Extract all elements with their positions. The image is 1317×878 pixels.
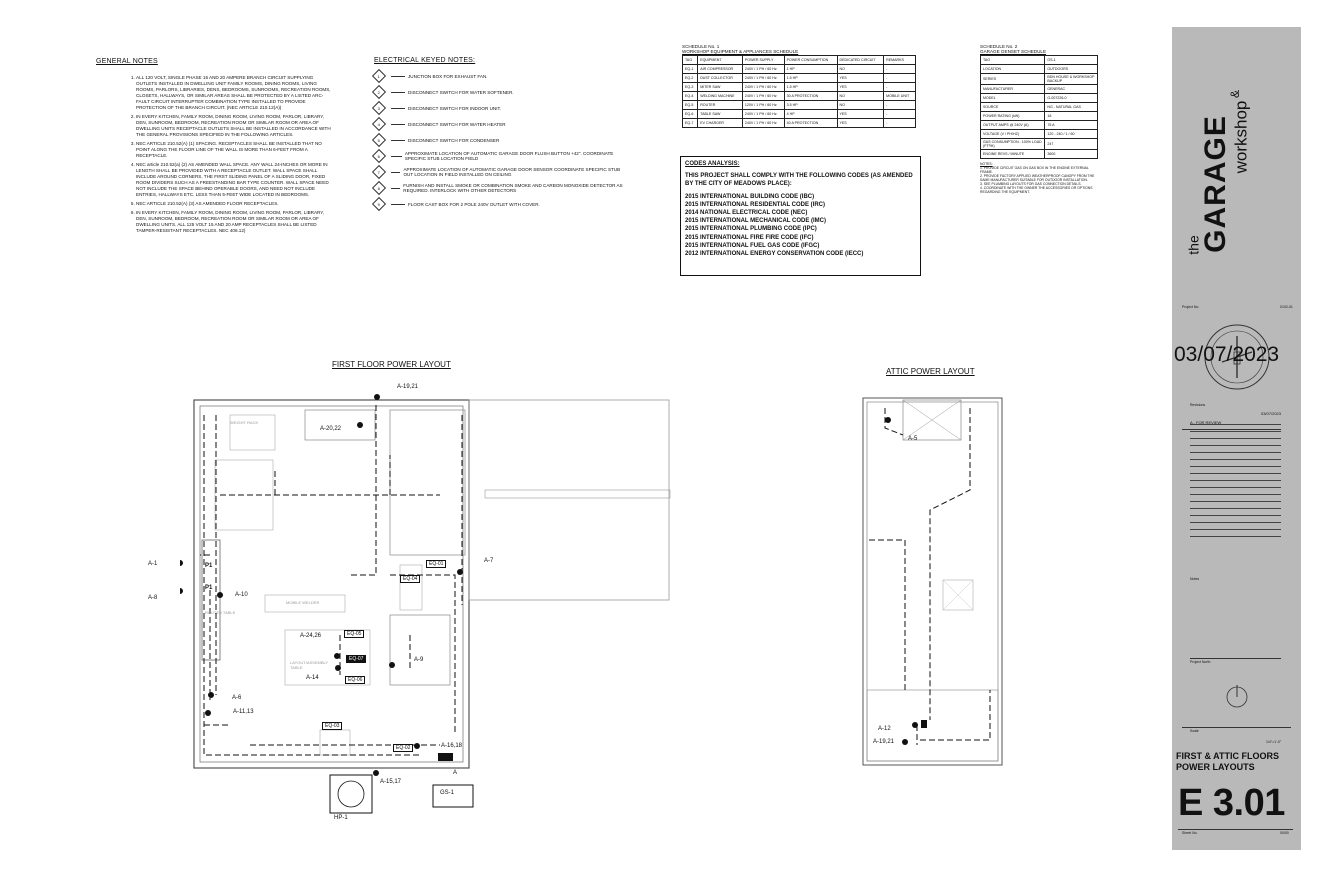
revisions-label: Revisions — [1190, 403, 1206, 407]
keyed-note-marker: 7 — [372, 165, 386, 179]
keyed-notes-title: ELECTRICAL KEYED NOTES: — [374, 57, 476, 64]
table-row: SERIES BDN HOUSE & WORKSHOP BACKUP — [981, 74, 1098, 85]
circuit-label: A-19,21 — [873, 739, 895, 745]
keyed-note-text: APPROXIMATE LOCATION OF AUTOMATIC GARAGE DOOR SENSOR COORDINATE SPECIFIC STUB OUT LOCATION IN FIELD INSTALLED ON CEILING — [403, 167, 621, 177]
table-row: ENGINE REVS / MINUTE 3600 — [981, 150, 1098, 159]
general-note: 4. NEC article 210.52(a) (2) AS AMENDED WALL SPACE. ANY WALL 24-INCHES OR MORE IN LENGTH SHALL BE PROVIDED WITH A RECEPTACLE OUTLET. WALL SPACE SHALL INCLUDE AROUND CORNERS, THE FIRST SLIDING PANEL OF A SLIDING DOOR, FIXED ROOM DIVIDERS SUCH AS A FREESTANDING BAR TYPE COUNTER. WALL SPACE NEED NOT INCLUDE THE SPACE BEHIND OPERABLE DOORS, AND NEED NOT INCLUDE ENTRIES, HALLWAYS ETC. LESS THAN 5-FEET WIDE LOCATED IN BEDROOMS. — [136, 162, 331, 198]
circuit-label: A-9 — [414, 657, 424, 663]
keyed-note-marker: 9 — [372, 197, 386, 211]
general-note: 2. IN EVERY KITCHEN, FAMILY ROOM, DINING ROOM, LIVING ROOM, PARLOR, LIBRARY, DEN, SUNROOM, BEDROOM, RECREATION ROOM OR SIMILAR ROOM OR AREA OF DWELLING UNITS RECEPTACLE OUTLETS SHALL BE INSTALLED IN ACCORDANCE WITH THE GENERAL PROVISIONS SPECIFIED IN THE FOLLOWING ARTICLES. — [136, 114, 331, 138]
table-row: EQ-4 WELDING MACHINE 240V / 1 PH / 60 Hz 30 A PROTECTION NO MOBILE UNIT — [683, 92, 916, 101]
project-no: 0102-01 — [1280, 305, 1293, 309]
circuit-label: A-11,13 — [233, 709, 254, 715]
general-note: 1. ALL 120 VOLT, SINGLE PHASE 15 AND 20 AMPERE BRANCH CIRCUIT SUPPLYING OUTLETS INSTALLED IN DWELLING UNIT FAMILY ROOMS, DINING ROOMS, LIVING ROOMS, PARLORS, LIBRARIES, DENS, BEDROOMS, SUNROOMS, RECREATION ROOMS, CLOSETS, HALLWAYS, OR SIMILAR AREAS SHALL BE PROTECTED BY A LISTED ARC-FAULT CIRCUIT INTERRUPTER COMBINATION TYPE INSTALLED TO PROVIDE PROTECTION OF THE BRANCH CIRCUIT. (NEC ARTICLE 210.12(A)) — [136, 75, 331, 111]
attic-plan — [855, 390, 1015, 775]
table-row: EQ-3 MITER SAW 240V / 1 PH / 60 Hz 1.5 HP YES - — [683, 83, 916, 92]
code-item: 2012 INTERNATIONAL ENERGY CONSERVATION CODE (IECC) — [685, 251, 864, 258]
circuit-label: A-24,26 — [300, 633, 322, 639]
scale-value: 1/4"=1'-0" — [1266, 740, 1282, 744]
hp-label: HP-1 — [334, 815, 348, 821]
keyed-note-text: DISCONNECT SWITCH FOR WATER HEATER — [408, 121, 506, 127]
schedule2-notes: NOTES: 1. PROVIDE CIRCUIT GAS ON GAS BOX IN THE ENGINE EXTERNAL FRAME. 2. PROVIDE FACTORY APPLIED WEATHERPROOF CANOPY FROM THE SAME MANUFACTURER SUITABLE FOR OUTDOOR INSTALLATION. 3. SEE PLUMBING LAYOUTS FOR GAS CONNECTION DETAILS. 4. COORDINATE WITH THE OWNER THE ACCESSORIES OR OPTIONS REGARDING THE EQUIPMENT. — [980, 162, 1095, 194]
table-row: SOURCE NG - NATURAL GAS — [981, 103, 1098, 112]
brand-the: the — [1185, 235, 1202, 255]
general-note: 3. NEC ARTICLE 210.52(A) (1) SPACING. RECEPTACLES SHALL BE INSTALLED THAT NO POINT ALONG THE FLOOR LINE OF THE WALL IS MORE THAN 6-FEET FROM A RECEPTACLE. — [136, 141, 331, 159]
circuit-label: A-6 — [232, 695, 242, 701]
table-row: VOLTAGE (V / PH/HZ) 120 - 240 / 1 / 60 — [981, 130, 1098, 139]
keyed-note-text: JUNCTION BOX FOR EXHAUST FAN. — [408, 73, 488, 79]
notes-label: Notes — [1190, 577, 1200, 581]
room-label: MOBILE WELDER — [286, 600, 320, 605]
device-label: A — [453, 770, 458, 776]
genset-box — [433, 785, 473, 807]
schedule1-header: POWER CONSUMPTION — [784, 56, 837, 65]
revision-text: A - FOR REVIEW — [1190, 420, 1222, 425]
table-row: EQ-1 AIR COMPRESSOR 240V / 1 PH / 60 Hz 1 HP NO - — [683, 65, 916, 74]
sheet-count: 00/00 — [1280, 831, 1289, 835]
schedule1-subtitle: WORKSHOP EQUIPMENT & APPLIANCES SCHEDULE — [682, 49, 799, 54]
table-row: EQ-2 DUST COLLECTOR 240V / 1 PH / 60 Hz 1.5 HP YES - — [683, 74, 916, 83]
circuit-label: A-19,21 — [397, 384, 419, 390]
room-label: LAYOUT/ASSEMBLY TABLE — [290, 660, 329, 670]
north-arrow-icon — [1224, 683, 1250, 709]
keyed-note-text: DISCONNECT SWITCH FOR WATER SOFTENER. — [408, 89, 514, 95]
table-row: MODEL G-007226-0 — [981, 94, 1098, 103]
code-item: 2014 NATIONAL ELECTRICAL CODE (NEC) — [685, 210, 808, 217]
equipment-tag: EQ-04 — [400, 575, 420, 583]
project-no-label: Project No. — [1182, 305, 1200, 309]
codes-title: CODES ANALYSIS: — [685, 161, 740, 167]
table-row: POWER RATING (kW) 18 — [981, 112, 1098, 121]
table-row: EQ-7 EV CHARGER 240V / 1 PH / 60 Hz 40 A PROTECTION YES - — [683, 119, 916, 128]
table-row: TAG GS-1 — [981, 56, 1098, 65]
circuit-label: A-1 — [148, 561, 158, 567]
code-item: 2015 INTERNATIONAL PLUMBING CODE (IPC) — [685, 226, 817, 233]
keyed-note-text: DISCONNECT SWITCH FOR INDOOR UNIT. — [408, 105, 502, 111]
panel-label: P1 — [205, 585, 213, 591]
table-row: GAS CONSUMPTION - 100% LOAD (FT³/H) 247 — [981, 139, 1098, 150]
keyed-note-marker: 1 — [372, 69, 386, 83]
equipment-schedule — [682, 44, 916, 128]
keyed-note-marker: 4 — [372, 117, 386, 131]
table-row: MANUFACTURER GENERAC — [981, 85, 1098, 94]
room-label: ROUTER TABLE — [205, 610, 236, 615]
equipment-tag: EQ-01 — [426, 560, 446, 568]
keyed-note-text: APPROXIMATE LOCATION OF AUTOMATIC GARAGE DOOR FLUSH BUTTON +42". COORDINATE SPECIFIC STUB LOCATION FIELD — [404, 151, 614, 161]
general-notes-title: GENERAL NOTES — [96, 58, 158, 65]
keyed-note-marker: 5 — [372, 133, 386, 147]
schedule1-table — [682, 55, 916, 128]
schedule2-subtitle: GARAGE GENSET SCHEDULE — [980, 49, 1047, 54]
general-notes-list — [96, 75, 331, 234]
equipment-tag: EQ-07 — [346, 655, 366, 663]
general-note: 6. IN EVERY KITCHEN, FAMILY ROOM, DINING ROOM, LIVING ROOM, PARLOR, LIBRARY, DEN, SUNROOM, BEDROOM, RECREATION ROOM OR SIMILAR ROOM OR AREA OF DWELLING UNITS. ALL 125 VOLT 15 AND 20 AMP RECEPTACLES SHALL BE LISTED TAMPER-RESISTANT RECEPTACLES. NEC 406.12) — [136, 210, 331, 234]
title-block — [1172, 27, 1301, 850]
equipment-tag: EQ-06 — [345, 676, 365, 684]
keyed-note-marker: 3 — [372, 101, 386, 115]
schedule1-header: REMARKS — [884, 56, 916, 65]
first-floor-plan — [180, 375, 680, 825]
codes-analysis — [680, 156, 921, 276]
genset-schedule — [980, 44, 1100, 194]
general-note: 5. NEC ARTICLE 210.52(A) (3) AS AMENDED FLOOR RECEPTACLES. — [136, 201, 331, 207]
table-row: LOCATION OUTDOORS — [981, 65, 1098, 74]
circuit-label: A-10 — [235, 592, 248, 598]
equipment-tag: EQ-02 — [393, 744, 413, 752]
revision-date: 03/07/2023 — [1260, 411, 1281, 416]
genset-label: GS-1 — [440, 790, 455, 796]
revision-lines — [1190, 424, 1281, 537]
sheet-title: FIRST & ATTIC FLOORS POWER LAYOUTS — [1176, 751, 1279, 772]
driveway-slab — [469, 400, 669, 600]
stamp-date: 03/07/2023 — [1174, 343, 1280, 366]
keyed-note-marker: 2 — [372, 85, 386, 99]
circuit-label: A-16,18 — [441, 743, 463, 749]
circuit-label: A-5 — [908, 436, 918, 442]
code-item: 2015 INTERNATIONAL MECHANICAL CODE (IMC) — [685, 218, 827, 225]
brand-garage: GARAGE — [1198, 115, 1232, 253]
panel-label: P1 — [205, 563, 213, 569]
circuit-label: A-15,17 — [380, 779, 402, 785]
schedule2-title: SCHEDULE No. 2 — [980, 44, 1018, 49]
keyed-note-text: FURNISH AND INSTALL SMOKE OR COMBINATION SMOKE AND CARBON MONOXIDE DETECTOR AS REQUIRED. INTERLOCK WITH OTHER DETECTORS — [403, 183, 623, 193]
code-item: 2015 INTERNATIONAL FIRE FIRE CODE (IFC) — [685, 234, 814, 241]
schedule2-table — [980, 55, 1098, 159]
table-row: OUTPUT AMPS @ 240V (A) 75 A — [981, 121, 1098, 130]
general-notes — [96, 58, 331, 239]
scale-label: Scale — [1190, 729, 1199, 733]
keyed-note-marker: 8 — [372, 181, 386, 195]
code-item: 2015 INTERNATIONAL FUEL GAS CODE (IFGC) — [685, 242, 820, 249]
brand-amp: & — [1228, 89, 1243, 99]
brand-workshop: workshop — [1231, 100, 1251, 174]
schedule1-header: POWER SUPPLY — [742, 56, 784, 65]
code-item: 2015 INTERNATIONAL RESIDENTIAL CODE (IRC) — [685, 201, 826, 208]
circuit-label: A-12 — [878, 726, 891, 732]
keyed-notes — [374, 57, 624, 212]
circuit-label: A-8 — [148, 595, 158, 601]
attic-title: ATTIC POWER LAYOUT — [886, 367, 975, 376]
keyed-note-text: FLOOR CAST BOX FOR 2 POLE 240V OUTLET WITH COVER. — [408, 201, 540, 207]
codes-intro: THIS PROJECT SHALL COMPLY WITH THE FOLLOWING CODES (AS AMENDED BY THE CITY OF MEADOWS PLACE): — [685, 173, 913, 188]
room-label: WEIGHT RACK — [230, 420, 259, 425]
equipment-tag: EQ-05 — [344, 630, 364, 638]
schedule1-title: SCHEDULE No. 1 — [682, 44, 720, 49]
sheet-no-label: Sheet No. — [1182, 831, 1198, 835]
sheet-number: E 3.01 — [1178, 782, 1285, 824]
schedule1-header: TAG — [683, 56, 698, 65]
table-row: EQ-5 ROUTER 120V / 1 PH / 60 Hz 3.5 HP NO - — [683, 101, 916, 110]
brand-logo — [1185, 67, 1292, 307]
circuit-label: A-7 — [484, 558, 494, 564]
schedule1-header: DEDICATED CIRCUIT — [837, 56, 884, 65]
keyed-note-marker: 6 — [372, 149, 386, 163]
keyed-note-text: DISCONNECT SWITCH FOR CONDENSER — [408, 137, 500, 143]
circuit-label: A-14 — [306, 675, 319, 681]
equipment-tag: EQ-03 — [322, 722, 342, 730]
schedule1-header: EQUIPMENT — [698, 56, 743, 65]
code-item: 2015 INTERNATIONAL BUILDING CODE (IBC) — [685, 193, 815, 200]
table-row: EQ-6 TABLE SAW 240V / 1 PH / 60 Hz 4 HP YES - — [683, 110, 916, 119]
project-north-label: Project North — [1190, 660, 1211, 664]
circuit-label: A-20,22 — [320, 426, 342, 432]
first-floor-title: FIRST FLOOR POWER LAYOUT — [332, 360, 451, 369]
